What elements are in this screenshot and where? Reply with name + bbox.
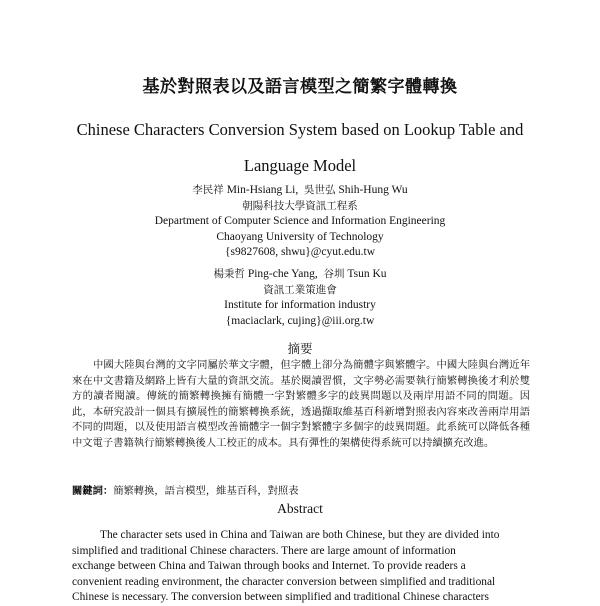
abstract-zh-heading: 摘要 bbox=[287, 341, 313, 356]
author-name-zh: 楊秉哲 bbox=[213, 268, 245, 280]
title-chinese: 基於對照表以及語言模型之簡繁字體轉換 bbox=[142, 77, 458, 97]
author-names-2 bbox=[0, 267, 600, 283]
abstract-zh-body: 中國大陸與台灣的文字同屬於華文字體，但字體上卻分為簡體字與繁體字。中國大陸與台灣近年來在中文書籍及網路上皆有大量的資訊交流。基於閱讀習慣，文字勢必需要執行簡繁轉換後才利於雙方的讀者閱讀。傳統的簡繁轉換擁有簡體一字對繁體多字的歧異問題以及兩岸用語不同的問題。因此，本研究設計一個具有擴展性的簡繁轉換系統，透過擷取維基百科新增對照表內容來改善兩岸用語不同的問題，以及使用語言模型改善簡體字一個字對繁體字多個字的歧異問題。此系統可以降低各種中文電子書籍執行簡繁轉換後人工校正的成本。具有彈性的架構使得系統可以持續擴充改進。 bbox=[72, 359, 530, 449]
author-block-2 bbox=[0, 267, 600, 329]
author-name-en: Tsun Ku bbox=[347, 268, 387, 280]
author-name-zh: 吳世弘 bbox=[304, 184, 336, 196]
abstract-en-line: convenient reading environment, the character conversion between simplified and traditional bbox=[72, 575, 496, 588]
abstract-en-heading: Abstract bbox=[277, 501, 323, 516]
abstract-en-line: exchange between China and Taiwan through books and Internet. To provide readers a bbox=[72, 560, 466, 573]
keywords-label: 關鍵詞： bbox=[72, 485, 114, 497]
title-english: Chinese Characters Conversion System based on Lookup Table and Language Model bbox=[76, 120, 524, 175]
keywords bbox=[72, 482, 530, 497]
institute-en: Institute for information industry bbox=[224, 299, 376, 311]
abstract-en-body bbox=[72, 528, 530, 606]
author-names-1 bbox=[0, 183, 600, 199]
author-block-1 bbox=[0, 183, 600, 261]
author-name-zh: 谷圳 bbox=[323, 268, 345, 280]
university-en: Chaoyang University of Technology bbox=[216, 230, 384, 243]
author-email: {s9827608, shwu}@cyut.edu.tw bbox=[224, 246, 376, 258]
affiliation-zh: 資訊工業策進會 bbox=[263, 283, 337, 296]
author-name-en: Ping-che Yang, bbox=[247, 268, 318, 280]
department-en: Department of Computer Science and Information Engineering bbox=[154, 215, 446, 227]
keywords-value: 簡繁轉換，語言模型，維基百科，對照表 bbox=[113, 485, 299, 497]
author-name-zh: 李民祥 bbox=[192, 184, 224, 196]
author-email: {maciaclark, cujing}@iii.org.tw bbox=[225, 314, 375, 327]
abstract-en-line: Chinese is necessary. The conversion between simplified and traditional Chinese characters bbox=[72, 591, 489, 604]
author-name-en: Min-Hsiang Li, bbox=[226, 184, 299, 196]
author-name-en: Shih-Hung Wu bbox=[338, 184, 408, 196]
abstract-en-line: simplified and traditional Chinese characters. There are large amount of information bbox=[72, 544, 456, 557]
affiliation-zh: 朝陽科技大學資訊工程系 bbox=[242, 199, 358, 212]
abstract-en-line: The character sets used in China and Taiwan are both Chinese, but they are divided into bbox=[100, 529, 500, 541]
